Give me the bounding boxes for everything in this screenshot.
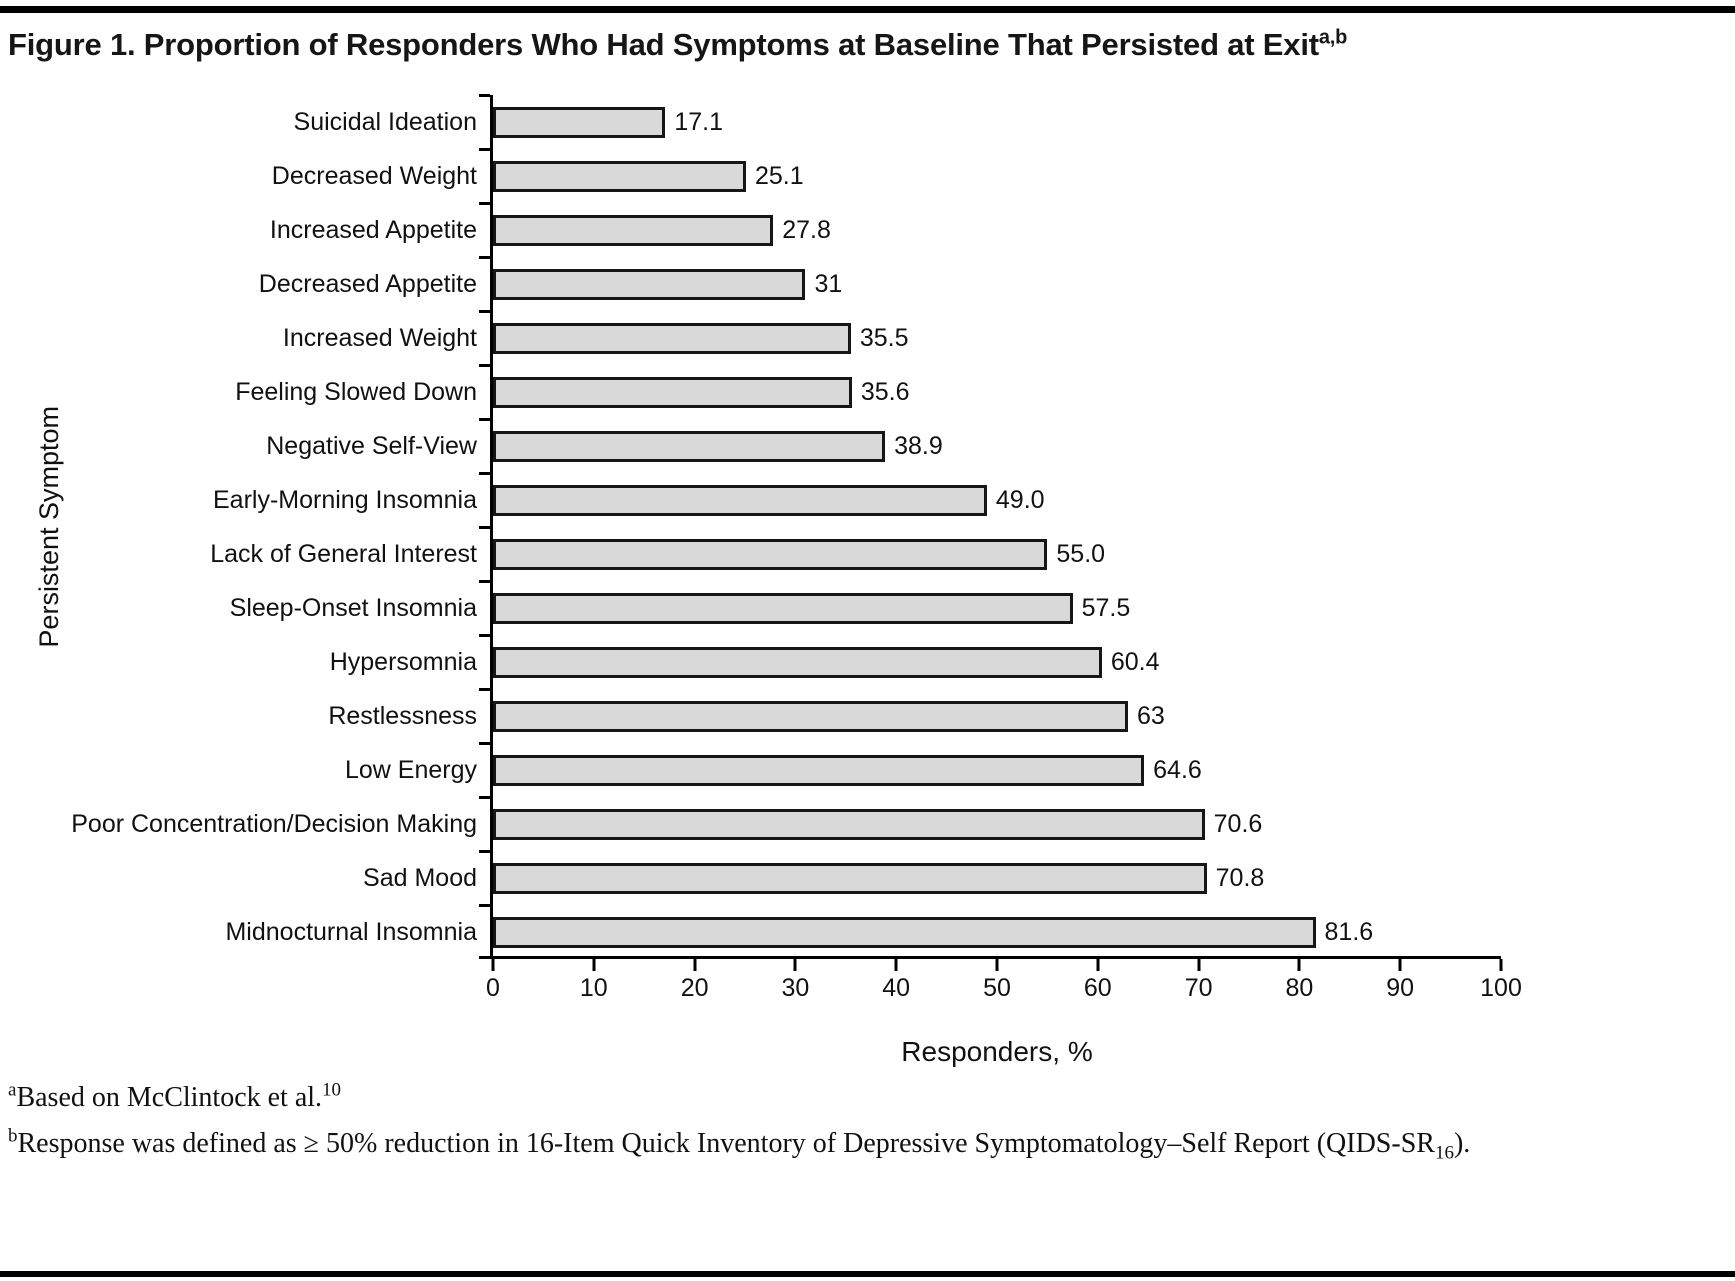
footnote	[8, 1078, 1470, 1118]
bar-row	[493, 635, 1501, 689]
bar-row	[493, 203, 1501, 257]
category-label: Increased Weight	[282, 323, 477, 352]
value-label: 38.9	[894, 431, 943, 460]
x-axis-tick-label: 30	[781, 974, 810, 1002]
category-labels	[71, 95, 490, 959]
value-label: 70.8	[1215, 863, 1265, 892]
value-label: 25.1	[755, 161, 804, 190]
x-axis-tick-label: 80	[1285, 974, 1314, 1002]
value-label: 17.1	[674, 107, 724, 136]
x-axis-tick	[1096, 959, 1099, 971]
bar-row	[493, 797, 1501, 851]
footnote-text: ).	[1453, 1128, 1471, 1159]
bar-row	[493, 95, 1501, 149]
bar	[493, 863, 1207, 894]
x-axis-tick-label: 50	[983, 974, 1011, 1002]
footnote-text: Based on McClintock et al.	[16, 1082, 323, 1113]
footnote-marker: a	[8, 1079, 17, 1101]
y-axis-tick	[479, 364, 490, 367]
y-axis-tick	[479, 742, 490, 745]
category-label: Increased Appetite	[269, 215, 477, 244]
category-label: Negative Self-View	[266, 431, 477, 460]
bar-row	[493, 473, 1501, 527]
bar	[493, 161, 746, 192]
y-axis-tick	[479, 634, 490, 637]
value-label: 35.6	[860, 377, 910, 406]
category-label: Feeling Slowed Down	[235, 377, 477, 406]
bar-row	[493, 365, 1501, 419]
value-label: 35.5	[859, 323, 909, 352]
x-axis-tick-label: 0	[486, 974, 500, 1002]
x-axis-tick-label: 20	[680, 974, 709, 1002]
value-label: 49.0	[995, 485, 1045, 514]
bar	[493, 215, 773, 246]
bar	[493, 269, 805, 300]
figure-title-superscript: a,b	[1318, 26, 1348, 49]
bottom-rule	[0, 1271, 1735, 1277]
bar	[493, 647, 1102, 678]
value-label: 31	[814, 269, 843, 298]
x-axis-tick	[1298, 959, 1301, 971]
top-rule	[0, 6, 1735, 13]
x-axis-tick-label: 70	[1184, 974, 1213, 1002]
bar-row	[493, 581, 1501, 635]
y-axis-tick	[479, 904, 490, 907]
bar-row	[493, 689, 1501, 743]
bar	[493, 539, 1047, 570]
y-axis-tick	[479, 148, 490, 151]
bar-row	[493, 149, 1501, 203]
x-axis-tick-label: 40	[882, 974, 911, 1002]
footnote-marker: b	[8, 1125, 18, 1147]
value-label: 27.8	[782, 215, 831, 244]
y-axis-tick	[479, 956, 490, 959]
bar-row	[493, 311, 1501, 365]
x-axis-tick	[693, 959, 696, 971]
x-axis-tick-label: 60	[1083, 974, 1112, 1002]
figure-title	[8, 27, 1347, 63]
x-axis-tick-label: 10	[579, 974, 608, 1002]
bar-row	[493, 527, 1501, 581]
bar-row	[493, 419, 1501, 473]
footnote-text: 10	[322, 1079, 342, 1101]
value-label: 57.5	[1081, 593, 1131, 622]
y-axis-tick	[479, 688, 490, 691]
category-label: Sad Mood	[363, 863, 477, 892]
bar	[493, 593, 1073, 624]
bar-row	[493, 257, 1501, 311]
value-label: 81.6	[1324, 917, 1374, 946]
x-axis-tick-label: 100	[1480, 974, 1522, 1002]
y-axis-tick	[479, 526, 490, 529]
value-label: 63	[1137, 701, 1165, 730]
bar-chart	[14, 95, 1522, 1067]
bar	[493, 701, 1128, 732]
bar	[493, 431, 885, 462]
x-axis-tick	[592, 959, 595, 971]
value-label: 60.4	[1110, 647, 1160, 676]
bar	[493, 917, 1316, 948]
y-axis-title: Persistent Symptom	[33, 406, 64, 648]
bar-row	[493, 905, 1501, 959]
category-label: Lack of General Interest	[210, 539, 477, 568]
y-axis-tick	[479, 850, 490, 853]
category-label: Midnocturnal Insomnia	[225, 917, 477, 946]
category-label: Suicidal Ideation	[293, 107, 477, 136]
y-axis-tick	[479, 418, 490, 421]
bar-row	[493, 743, 1501, 797]
y-axis-tick	[479, 256, 490, 259]
category-label: Hypersomnia	[329, 647, 477, 676]
footnotes	[8, 1078, 1470, 1170]
x-axis-tick	[996, 959, 999, 971]
category-label: Restlessness	[328, 701, 477, 730]
y-axis-tick	[479, 580, 490, 583]
category-label: Decreased Weight	[271, 161, 477, 190]
category-label: Sleep-Onset Insomnia	[229, 593, 477, 622]
value-label: 64.6	[1153, 755, 1202, 784]
footnote-text: Response was defined as ≥ 50% reduction in 16-Item Quick Inventory of Depressive Symptomatology–Self Report (QIDS-SR	[17, 1128, 1435, 1159]
value-label: 55.0	[1056, 539, 1106, 568]
x-axis-tick-label: 90	[1386, 974, 1415, 1002]
footnote-text: 16	[1434, 1142, 1454, 1164]
y-axis-tick	[479, 202, 490, 205]
y-axis-tick	[479, 472, 490, 475]
category-label: Decreased Appetite	[258, 269, 477, 298]
x-axis-tick	[1500, 959, 1503, 971]
bar	[493, 755, 1144, 786]
bar	[493, 107, 665, 138]
value-label: 70.6	[1213, 809, 1263, 838]
category-label: Poor Concentration/Decision Making	[71, 809, 477, 838]
y-axis-tick	[479, 94, 490, 97]
bar	[493, 485, 987, 516]
x-axis-tick	[492, 959, 495, 971]
category-label: Low Energy	[344, 755, 477, 784]
x-axis-title: Responders, %	[901, 1036, 1093, 1067]
y-axis-tick	[479, 796, 490, 799]
footnote	[8, 1124, 1470, 1164]
x-axis-tick	[794, 959, 797, 971]
x-axis-tick	[1399, 959, 1402, 971]
x-axis-tick	[1197, 959, 1200, 971]
bar	[493, 809, 1205, 840]
plot-area	[486, 95, 1522, 1067]
bar	[493, 377, 852, 408]
bar-row	[493, 851, 1501, 905]
category-label: Early-Morning Insomnia	[213, 485, 477, 514]
x-axis-tick	[895, 959, 898, 971]
figure-title-text: Figure 1. Proportion of Responders Who Had Symptoms at Baseline That Persisted at Exit	[8, 27, 1319, 62]
bar	[493, 323, 851, 354]
y-axis-tick	[479, 310, 490, 313]
